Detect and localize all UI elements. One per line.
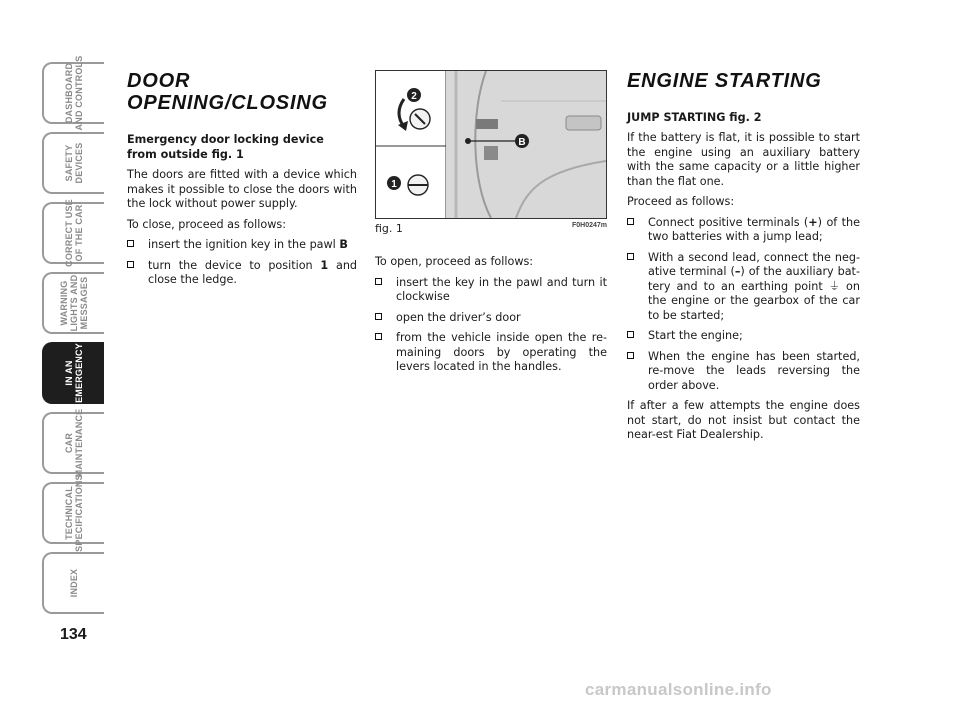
tab-dashboard-and-controls[interactable] [42, 55, 104, 131]
checkbox-bullet-icon [627, 218, 634, 225]
list-item [127, 238, 357, 253]
tab-safety-devices[interactable] [42, 132, 104, 194]
close-steps-list [127, 238, 357, 288]
list-item-text: When the engine has been started, re-move the leads reversing the order above. [648, 349, 860, 392]
checkbox-bullet-icon [375, 313, 382, 320]
checkbox-bullet-icon [627, 331, 634, 338]
paragraph: To close, proceed as follows: [127, 217, 286, 231]
tab-in-an-emergency[interactable] [42, 342, 104, 404]
checkbox-bullet-icon [127, 240, 134, 247]
paragraph: If the battery is flat, it is possible to start the engine using an auxiliary battery with the same capacity or a little higher than the flat one. [627, 131, 860, 188]
door-open-section [375, 255, 607, 381]
figure-door-lock [375, 70, 607, 219]
jump-start-steps-list [627, 216, 860, 394]
door-lock-illustration [376, 71, 606, 218]
list-item-key: 1 [320, 258, 329, 272]
list-item-text: open the driver’s door [396, 310, 521, 324]
figure-caption: fig. 1 [375, 222, 403, 235]
tab-label: IN AN EMERGENCY [64, 343, 84, 403]
list-item-text: insert the ignition key in the pawl [148, 238, 340, 251]
paragraph: Proceed as follows: [627, 195, 735, 208]
tab-label: DASHBOARD AND CONTROLS [64, 55, 84, 131]
tab-label: INDEX [69, 568, 79, 598]
list-item-text: Start the engine; [648, 329, 743, 342]
list-item-text: turn the device to position [148, 258, 321, 272]
checkbox-bullet-icon [375, 333, 382, 340]
label-1: 1 [391, 179, 397, 190]
subsection-title: JUMP STARTING fig. 2 [627, 111, 762, 124]
tab-label: TECHNICAL SPECIFICATIONS [64, 474, 84, 552]
label-b: B [518, 137, 526, 148]
checkbox-bullet-icon [127, 261, 134, 268]
watermark: carmanualsonline.info [585, 680, 772, 699]
list-item [375, 276, 607, 305]
paragraph: If after a few attempts the engine does not start, do not insist but contact the near-est Fiat Dealership. [627, 399, 860, 441]
list-item [127, 259, 357, 288]
list-item-text: and close the ledge. [148, 258, 358, 286]
list-item-text: Connect positive terminals ( [648, 215, 809, 229]
list-item [627, 350, 860, 394]
section-title: ENGINE STARTING [627, 70, 822, 92]
list-item-text: from the vehicle inside open the re-maining doors by operating the levers located in the handles. [396, 331, 607, 373]
page-number: 134 [60, 626, 87, 643]
figure-caption-row [375, 222, 607, 235]
list-item-text: insert the key in the pawl and turn it clockwise [396, 275, 607, 303]
list-item [627, 251, 860, 324]
list-item [627, 216, 860, 245]
tab-label: CAR MAINTENANCE [64, 408, 84, 478]
list-item-text: ) of the auxiliary bat-tery and to an earthing point ⏚ on the engine or the gearbox of the car to be started; [648, 265, 860, 322]
paragraph: The doors are fitted with a device which makes it possible to close the doors with the lock without power supply. [127, 168, 357, 210]
tab-warning-lights-and-messages[interactable] [42, 272, 104, 334]
checkbox-bullet-icon [375, 278, 382, 285]
tab-correct-use-of-the-car[interactable] [42, 199, 104, 267]
tab-index[interactable] [42, 552, 104, 614]
list-item-text: With a second lead, connect the neg-ative terminal ( [648, 250, 860, 278]
checkbox-bullet-icon [627, 253, 634, 260]
list-item-key: + [808, 215, 818, 229]
checkbox-bullet-icon [627, 352, 634, 359]
list-item [375, 331, 607, 375]
figure-code: F0H0247m [571, 222, 607, 229]
door-section [127, 70, 357, 294]
engine-section [627, 70, 860, 449]
list-item [627, 329, 860, 344]
paragraph: To open, proceed as follows: [375, 255, 534, 268]
list-item-key: – [734, 265, 741, 278]
tab-technical-specifications[interactable] [42, 474, 104, 552]
list-item-key: B [339, 238, 348, 251]
tab-label: WARNING LIGHTS AND MESSAGES [59, 274, 89, 332]
section-title: DOOR OPENING/CLOSING [127, 70, 328, 114]
label-2: 2 [411, 91, 417, 102]
open-steps-list [375, 276, 607, 375]
list-item-text: ) of the two batteries with a jump lead; [648, 215, 860, 243]
list-item [375, 311, 607, 326]
subsection-title: Emergency door locking device from outside fig. 1 [127, 133, 324, 161]
tab-label: CORRECT USE OF THE CAR [64, 199, 84, 267]
tab-label: SAFETY DEVICES [64, 142, 84, 184]
tab-car-maintenance[interactable] [42, 408, 104, 478]
